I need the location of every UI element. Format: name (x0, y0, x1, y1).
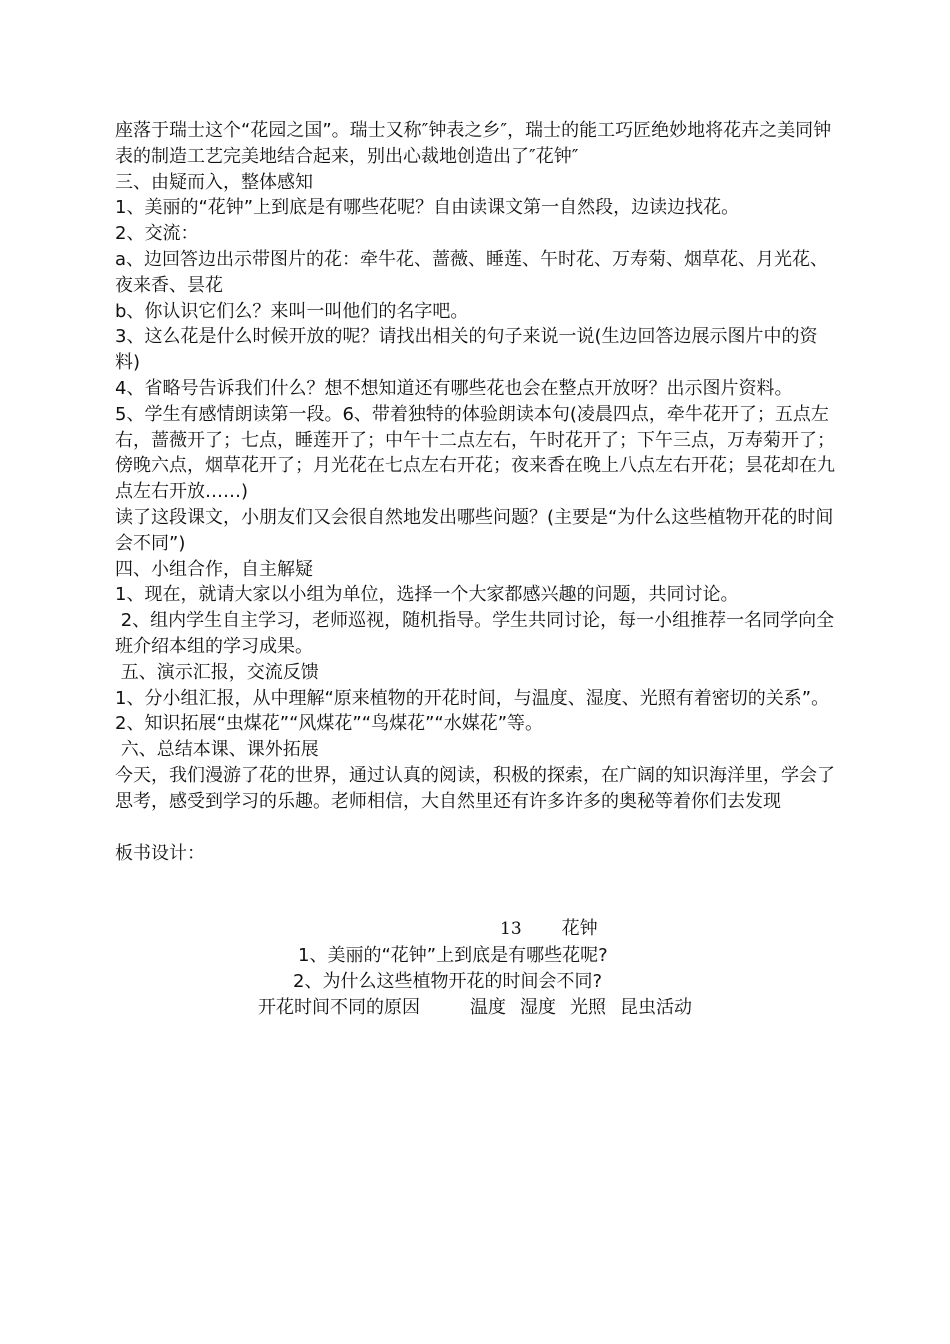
lesson-number: 13 (500, 919, 522, 939)
paragraph: 2、知识拓展“虫煤花”“风煤花”“鸟煤花”“水媒花”等。 (115, 713, 544, 735)
board-question-1: 1、美丽的“花钟”上到底是有哪些花呢? (298, 945, 608, 966)
factor-insect-activity: 昆虫活动 (620, 997, 692, 1018)
document-body (115, 118, 840, 866)
section-heading-6: 六、总结本课、课外拓展 (115, 739, 319, 761)
spacer (115, 815, 840, 841)
factor-humidity: 湿度 (520, 997, 556, 1018)
paragraph-intro: 座落于瑞士这个“花园之国”。瑞士又称″钟表之乡″，瑞士的能工巧匠绝妙地将花卉之美同钟表的制造工艺完美地结合起来，别出心裁地创造出了″花钟″ (115, 120, 832, 167)
paragraph: 3、这么花是什么时候开放的呢？请找出相关的句子来说一说(生边回答边展示图片中的资料) (115, 326, 818, 374)
paragraph: 2、交流： (115, 223, 199, 245)
board-reason-row (258, 995, 692, 1021)
paragraph: a、边回答边出示带图片的花：牵牛花、蔷薇、睡莲、午时花、万寿菊、烟草花、月光花、夜来香、昙花 (115, 248, 829, 296)
section-heading-5: 五、演示汇报，交流反馈 (115, 661, 319, 683)
paragraph: b、你认识它们么？来叫一叫他们的名字吧。 (115, 300, 469, 322)
paragraph: 1、现在，就请大家以小组为单位，选择一个大家都感兴趣的问题，共同讨论。 (115, 584, 739, 606)
paragraph: 1、分小组汇报，从中理解“原来植物的开花时间，与温度、湿度、光照有着密切的关系”。 (115, 687, 830, 709)
paragraph: 4、省略号告诉我们什么？想不想知道还有哪些花也会在整点开放呀？出示图片资料。 (115, 377, 793, 399)
section-heading-3: 三、由疑而入，整体感知 (115, 171, 313, 193)
paragraph: 读了这段课文，小朋友们又会很自然地发出哪些问题？(主要是“为什么这些植物开花的时间会不同”) (115, 506, 834, 554)
board-question-2: 2、为什么这些植物开花的时间会不同? (293, 971, 603, 992)
section-heading-4: 四、小组合作，自主解疑 (115, 558, 313, 580)
paragraph-conclusion: 今天，我们漫游了花的世界，通过认真的阅读，积极的探索，在广阔的知识海洋里，学会了思考，感受到学习的乐趣。老师相信，大自然里还有许多许多的奥秘等着你们去发现 (115, 764, 835, 812)
paragraph: 1、美丽的“花钟”上到底是有哪些花呢？自由读课文第一自然段，边读边找花。 (115, 197, 740, 219)
paragraph: 5、学生有感情朗读第一段。6、带着独特的体验朗读本句(凌晨四点，牵牛花开了；五点左右，蔷薇开了；七点，睡莲开了；中午十二点左右，午时花开了；下午三点，万寿菊开了；傍晚六点，烟草花开了；月光花在七点左右开花；夜来香在晚上八点左右开花；昙花却在九点左右开放……) (115, 403, 835, 503)
factor-temperature: 温度 (470, 997, 506, 1018)
reason-label: 开花时间不同的原因 (258, 997, 420, 1018)
lesson-title: 花钟 (561, 918, 598, 939)
factor-light: 光照 (570, 997, 606, 1018)
board-heading: 板书设计： (115, 842, 205, 864)
board-title (500, 916, 598, 942)
paragraph: 2、组内学生自主学习，老师巡视，随机指导。学生共同讨论，每一小组推荐一名同学向全班介绍本组的学习成果。 (115, 610, 835, 657)
